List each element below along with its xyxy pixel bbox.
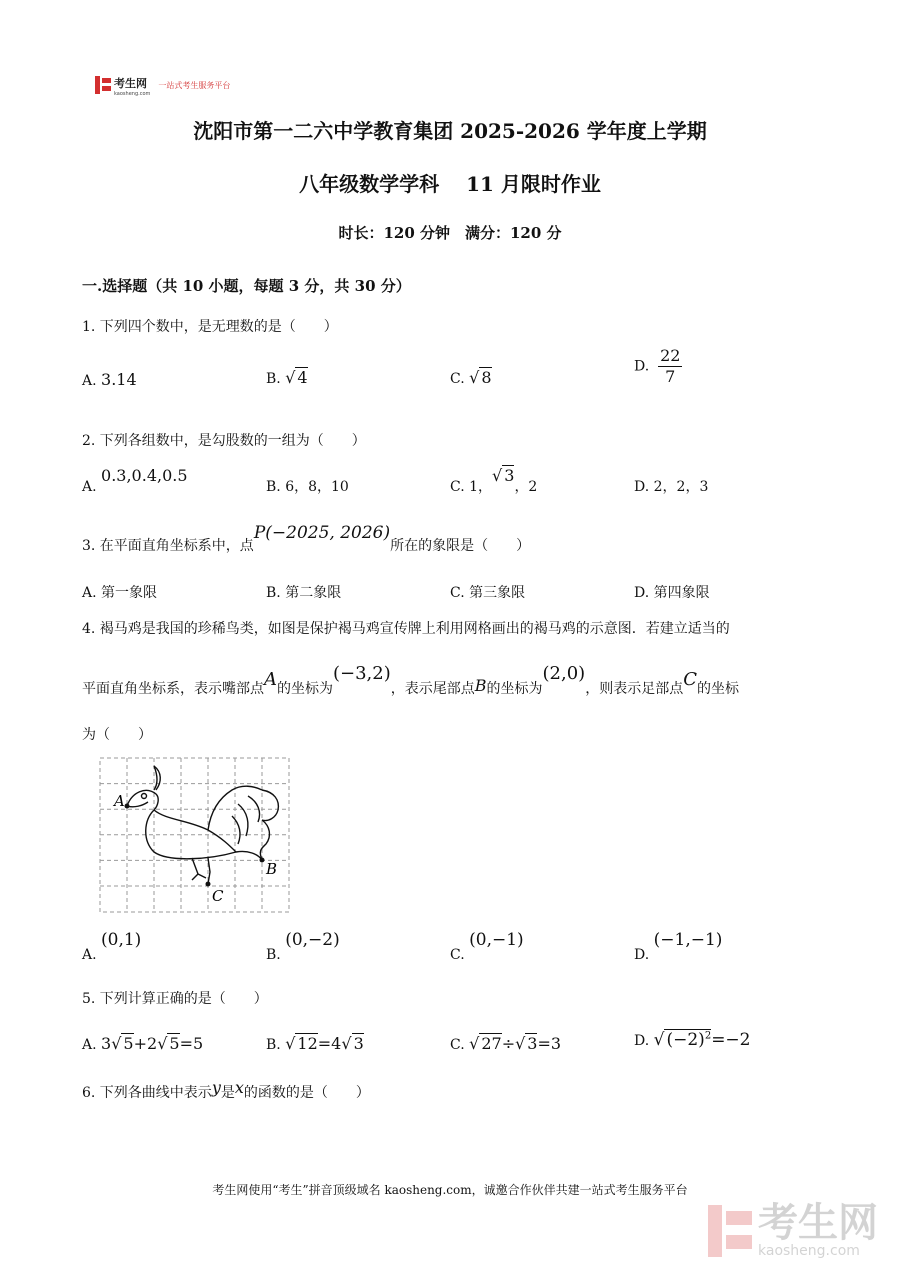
label-a: A: [114, 792, 125, 810]
q5-option-a: A. 3√ 5+2√ 5=5: [82, 1034, 204, 1053]
exam-meta: 时长：120 分钟 满分：120 分: [338, 224, 562, 242]
watermark-domain: kaosheng.com: [758, 1243, 860, 1259]
page-footer: 考生网使用“考生”拼音顶级域名 kaosheng.com，诚邀合作伙伴共建一站式考生服务平台: [212, 1183, 688, 1197]
title-line2: 八年级数学学科 11 月限时作业: [299, 172, 601, 196]
watermark-text: 考生网: [758, 1200, 878, 1246]
label-c: C: [212, 887, 224, 905]
q3-option-b: B. 第二象限: [266, 585, 342, 601]
q4-line2: 平面直角坐标系，表示嘴部点A的坐标为(−3,2)，表示尾部点B的坐标为(2,0)，则表示足部点C的坐标: [82, 663, 739, 697]
q4-line3: 为（ ）: [82, 727, 152, 743]
watermark-icon: [708, 1205, 752, 1257]
q5-option-c: C. √ 27÷√ 3=3: [450, 1034, 562, 1053]
q1-option-d: D. $\frac{22}{7}$: [634, 346, 681, 386]
point-b: [260, 858, 265, 863]
q3-stem: 3. 在平面直角坐标系中，点P(−2025, 2026)所在的象限是（ ）: [82, 523, 531, 554]
q3-option-d: D. 第四象限: [634, 585, 710, 601]
q1-stem: 1. 下列四个数中，是无理数的是（ ）: [82, 319, 338, 335]
q4-line1: 4. 褐马鸡是我国的珍稀鸟类，如图是保护褐马鸡宣传牌上利用网格画出的褐马鸡的示意图．若建立适当的: [82, 621, 730, 637]
q2-stem: 2. 下列各组数中，是勾股数的一组为（ ）: [82, 433, 366, 449]
q4-option-b: B. (0,−2): [266, 930, 340, 963]
q2-option-d: D. 2，2，3: [634, 479, 709, 495]
label-b: B: [266, 860, 278, 878]
rooster-points: [125, 804, 265, 887]
q6-stem: 6. 下列各曲线中表示y是x的函数的是（ ）: [82, 1078, 370, 1101]
logo-slogan: 一站式考生服务平台: [158, 80, 231, 90]
q5-option-d: D. √ $(-2)^2=-2$: [634, 1030, 751, 1050]
q1-option-c: C. √ 8: [450, 368, 492, 387]
q2-option-b: B. 6，8，10: [266, 479, 349, 495]
fraction: $\frac{22}{7}$: [660, 346, 681, 386]
point-c: [206, 882, 211, 887]
logo-domain: kaosheng.com: [114, 91, 151, 97]
section-heading: 一.选择题（共 10 小题，每题 3 分，共 30 分）: [82, 277, 411, 295]
q5-option-b: B. √ 12=4√ 3: [266, 1034, 364, 1053]
title-line1: 沈阳市第一二六中学教育集团 2025-2026 学年度上学期: [193, 119, 707, 143]
q3-option-c: C. 第三象限: [450, 585, 526, 601]
q4-rooster-figure: [98, 756, 292, 916]
logo-icon: [95, 76, 111, 94]
q1-option-b: B. √ 4: [266, 368, 308, 387]
q3-option-a: A. 第一象限: [82, 585, 158, 601]
q2-option-a: A. 0.3,0.4,0.5: [82, 466, 188, 495]
q4-option-a: A. (0,1): [82, 930, 142, 963]
q2-option-c: C. 1，√ 3，2: [450, 466, 538, 495]
q4-option-d: D. (−1,−1): [634, 930, 723, 963]
q5-stem: 5. 下列计算正确的是（ ）: [82, 991, 268, 1007]
q1-option-a: A. 3.14: [82, 370, 137, 389]
header-logo: [95, 72, 230, 98]
point-a: [125, 804, 130, 809]
q4-option-c: C. (0,−1): [450, 930, 524, 963]
logo-text: 考生网: [114, 77, 147, 90]
watermark-logo: [708, 1200, 878, 1259]
grid-lines: [100, 758, 289, 912]
